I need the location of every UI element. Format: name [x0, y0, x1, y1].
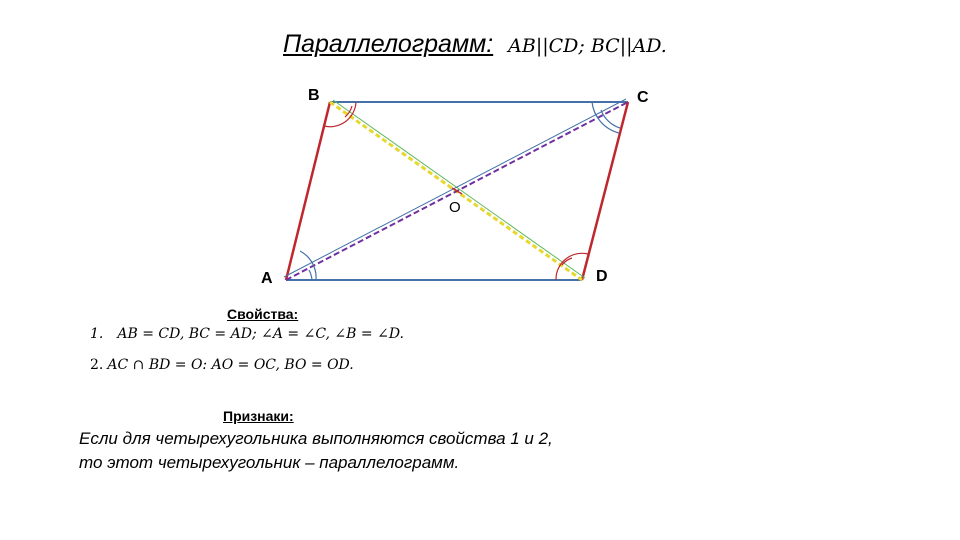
signs-text-line-1: Если для четырехугольника выполняются свойства 1 и 2, — [79, 429, 553, 448]
title-word: Параллелограмм: — [283, 30, 494, 58]
vertex-label-c: C — [637, 89, 649, 106]
side-ab — [286, 102, 330, 280]
angle-arc-a-inner — [309, 270, 312, 280]
property-1-number: 1. — [90, 326, 104, 342]
property-1-text: AB = CD, BC = AD; ∠A = ∠C, ∠B = ∠D. — [117, 326, 404, 342]
vertex-label-a: A — [261, 270, 273, 287]
vertex-label-b: B — [308, 87, 320, 104]
property-2-number: 2. — [90, 357, 104, 373]
property-2-text: AC ∩ BD = O: AO = OC, BO = OD. — [107, 357, 354, 373]
intersection-label-o: O — [449, 199, 461, 216]
diagonal-bd-overlay — [333, 100, 585, 278]
angle-arc-a — [300, 251, 316, 280]
vertex-label-d: D — [596, 268, 608, 285]
property-item-2 — [90, 357, 354, 373]
side-cd — [582, 102, 628, 280]
signs-text-line-2: то этот четырехугольник – параллелограмм. — [79, 453, 460, 472]
properties-heading: Свойства: — [227, 306, 299, 322]
property-item-1 — [90, 326, 404, 342]
title-condition: AB||CD; BC||AD. — [508, 35, 667, 57]
signs-heading: Признаки: — [223, 408, 294, 424]
